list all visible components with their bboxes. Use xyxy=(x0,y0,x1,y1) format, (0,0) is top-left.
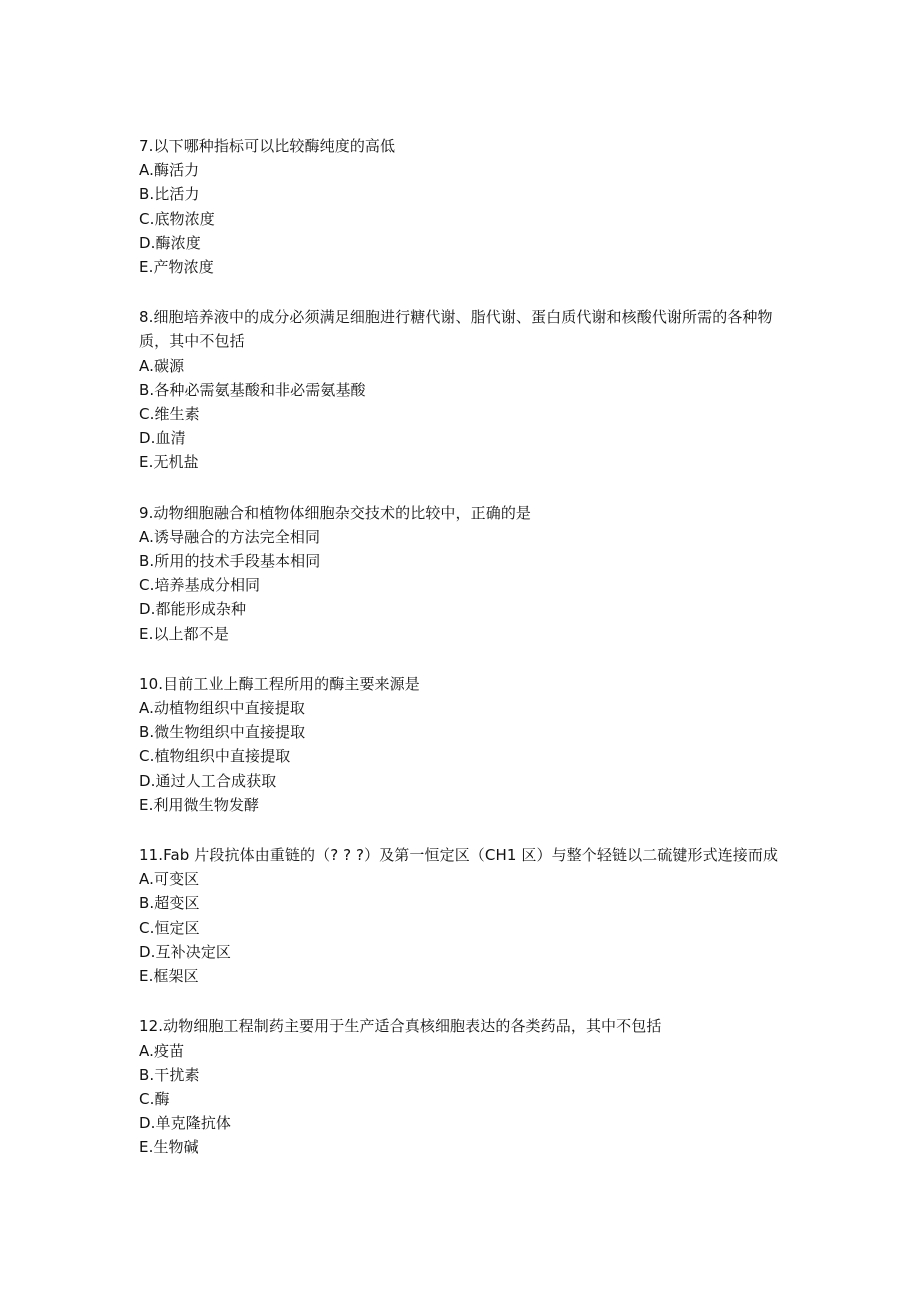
option-a: A.可变区 xyxy=(139,870,200,889)
question-12 xyxy=(139,1014,799,1159)
question-10 xyxy=(139,672,799,817)
question-9 xyxy=(139,501,799,646)
question-stem: 9.动物细胞融合和植物体细胞杂交技术的比较中，正确的是 xyxy=(139,503,532,522)
option-a: A.诱导融合的方法完全相同 xyxy=(139,527,321,546)
option-e: E.框架区 xyxy=(139,967,199,986)
option-e: E.利用微生物发酵 xyxy=(139,795,260,814)
option-b: B.各种必需氨基酸和非必需氨基酸 xyxy=(139,380,366,399)
question-stem: 10.目前工业上酶工程所用的酶主要来源是 xyxy=(139,674,420,693)
option-b: B.超变区 xyxy=(139,894,200,913)
option-c: C.维生素 xyxy=(139,405,200,424)
question-stem: 7.以下哪种指标可以比较酶纯度的高低 xyxy=(139,137,396,155)
option-d: D.单克隆抗体 xyxy=(139,1114,232,1133)
option-b: B.比活力 xyxy=(139,185,200,204)
option-a: A.动植物组织中直接提取 xyxy=(139,699,305,718)
option-d: D.血清 xyxy=(139,429,186,448)
question-11 xyxy=(139,843,799,988)
option-b: B.所用的技术手段基本相同 xyxy=(139,552,321,571)
option-d: D.通过人工合成获取 xyxy=(139,771,277,790)
option-c: C.培养基成分相同 xyxy=(139,576,261,595)
option-a: A.碳源 xyxy=(139,356,185,375)
question-stem: 8.细胞培养液中的成分必须满足细胞进行糖代谢、脂代谢、蛋白质代谢和核酸代谢所需的各种物质，其中不包括 xyxy=(139,308,773,351)
option-d: D.互补决定区 xyxy=(139,942,232,961)
option-c: C.酶 xyxy=(139,1089,170,1108)
option-e: E.生物碱 xyxy=(139,1138,199,1157)
option-e: E.以上都不是 xyxy=(139,624,229,643)
question-8 xyxy=(139,305,799,474)
option-c: C.底物浓度 xyxy=(139,209,215,228)
option-a: A.疫苗 xyxy=(139,1041,185,1060)
option-b: B.微生物组织中直接提取 xyxy=(139,723,306,742)
question-7 xyxy=(139,134,799,279)
option-d: D.都能形成杂种 xyxy=(139,600,247,619)
option-a: A.酶活力 xyxy=(139,161,200,180)
question-stem: 11.Fab 片段抗体由重链的（? ? ?）及第一恒定区（CH1 区）与整个轻链以二硫键形式连接而成 xyxy=(139,846,779,865)
option-e: E.产物浓度 xyxy=(139,258,214,277)
option-c: C.恒定区 xyxy=(139,918,200,937)
option-e: E.无机盐 xyxy=(139,453,199,472)
option-d: D.酶浓度 xyxy=(139,233,201,252)
option-b: B.干扰素 xyxy=(139,1065,200,1084)
question-stem: 12.动物细胞工程制药主要用于生产适合真核细胞表达的各类药品，其中不包括 xyxy=(139,1017,662,1036)
document-body xyxy=(139,134,799,1186)
option-c: C.植物组织中直接提取 xyxy=(139,747,291,766)
